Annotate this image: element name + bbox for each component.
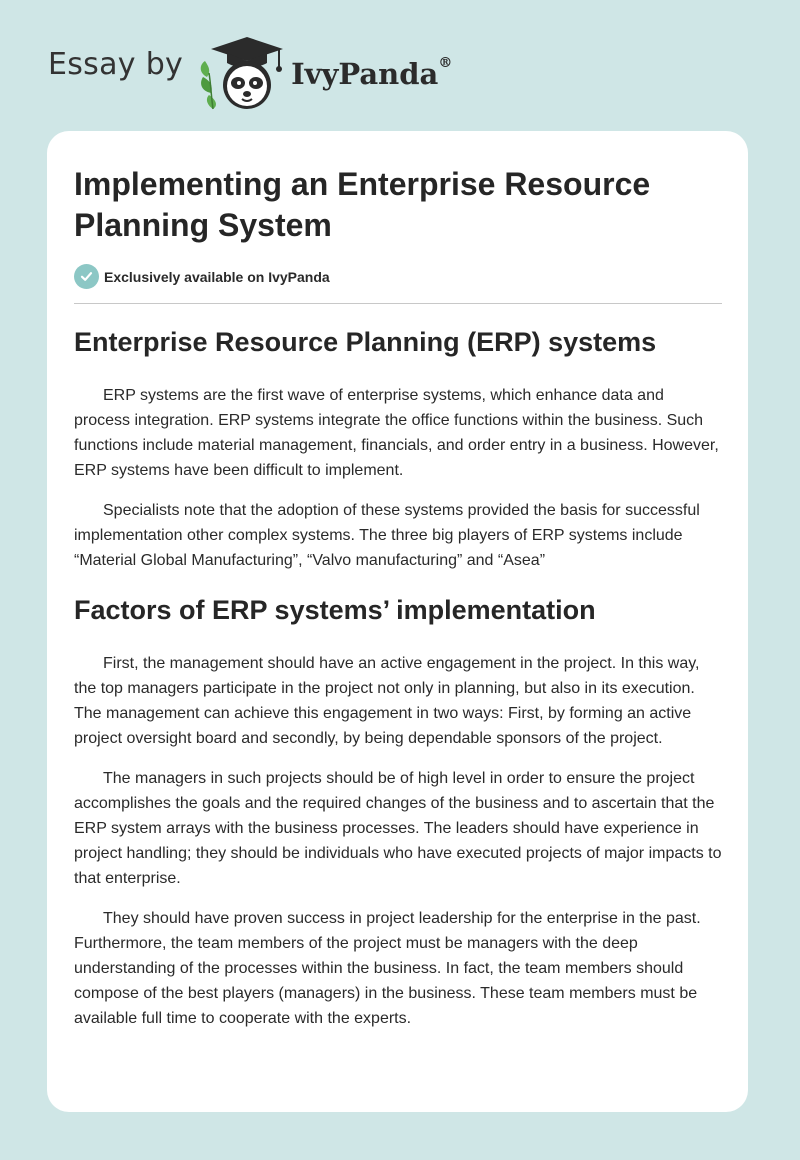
paragraph: The managers in such projects should be of high level in order to ensure the project accomplishes the goals and the required changes of the business and to ascertain that the ERP system arrays with the business processes. The leaders should have experience in project handling; they should be individuals who have executed projects of major impacts to that enterprise. [74, 770, 722, 887]
article-card [47, 131, 748, 1112]
divider [74, 303, 722, 304]
brand-name: IvyPanda® [291, 55, 453, 91]
ivypanda-logo[interactable] [197, 33, 452, 111]
article-body [74, 324, 722, 1031]
exclusive-badge [74, 264, 330, 289]
paragraph: They should have proven success in project leadership for the enterprise in the past. Furthermore, the team members of the project must be managers with the deep understanding of the processes within the business. In fact, the team members should compose of the best players (managers) in the business. These team members must be available full time to cooperate with the experts. [74, 910, 701, 1027]
brand-header[interactable] [48, 30, 452, 110]
brand-prefix: Essay by [48, 46, 184, 82]
paragraph: First, the management should have an active engagement in the project. In this way, the top managers participate in the project not only in planning, but also in its execution. The management can achieve this engagement in two ways: First, by forming an active project oversight board and secondly, by being dependable sponsors of the project. [74, 655, 700, 747]
section-heading: Enterprise Resource Planning (ERP) systems [74, 327, 657, 357]
badge-text: Exclusively available on IvyPanda [104, 268, 330, 285]
paragraph: Specialists note that the adoption of these systems provided the basis for successful implementation other complex systems. The three big players of ERP systems include “Material Global Manufacturing”, “Valvo manufacturing” and “Asea” [74, 502, 700, 569]
paragraph: ERP systems are the first wave of enterprise systems, which enhance data and process integration. ERP systems integrate the office functions within the business. Such functions include material management, financials, and order entry in a business. However, ERP systems have been difficult to implement. [74, 387, 719, 479]
article-title: Implementing an Enterprise Resource Planning System [74, 166, 651, 243]
section-heading: Factors of ERP systems’ implementation [74, 595, 596, 625]
registered-mark: ® [438, 55, 453, 71]
check-circle-icon [74, 264, 99, 289]
panda-graduate-icon [197, 33, 287, 111]
